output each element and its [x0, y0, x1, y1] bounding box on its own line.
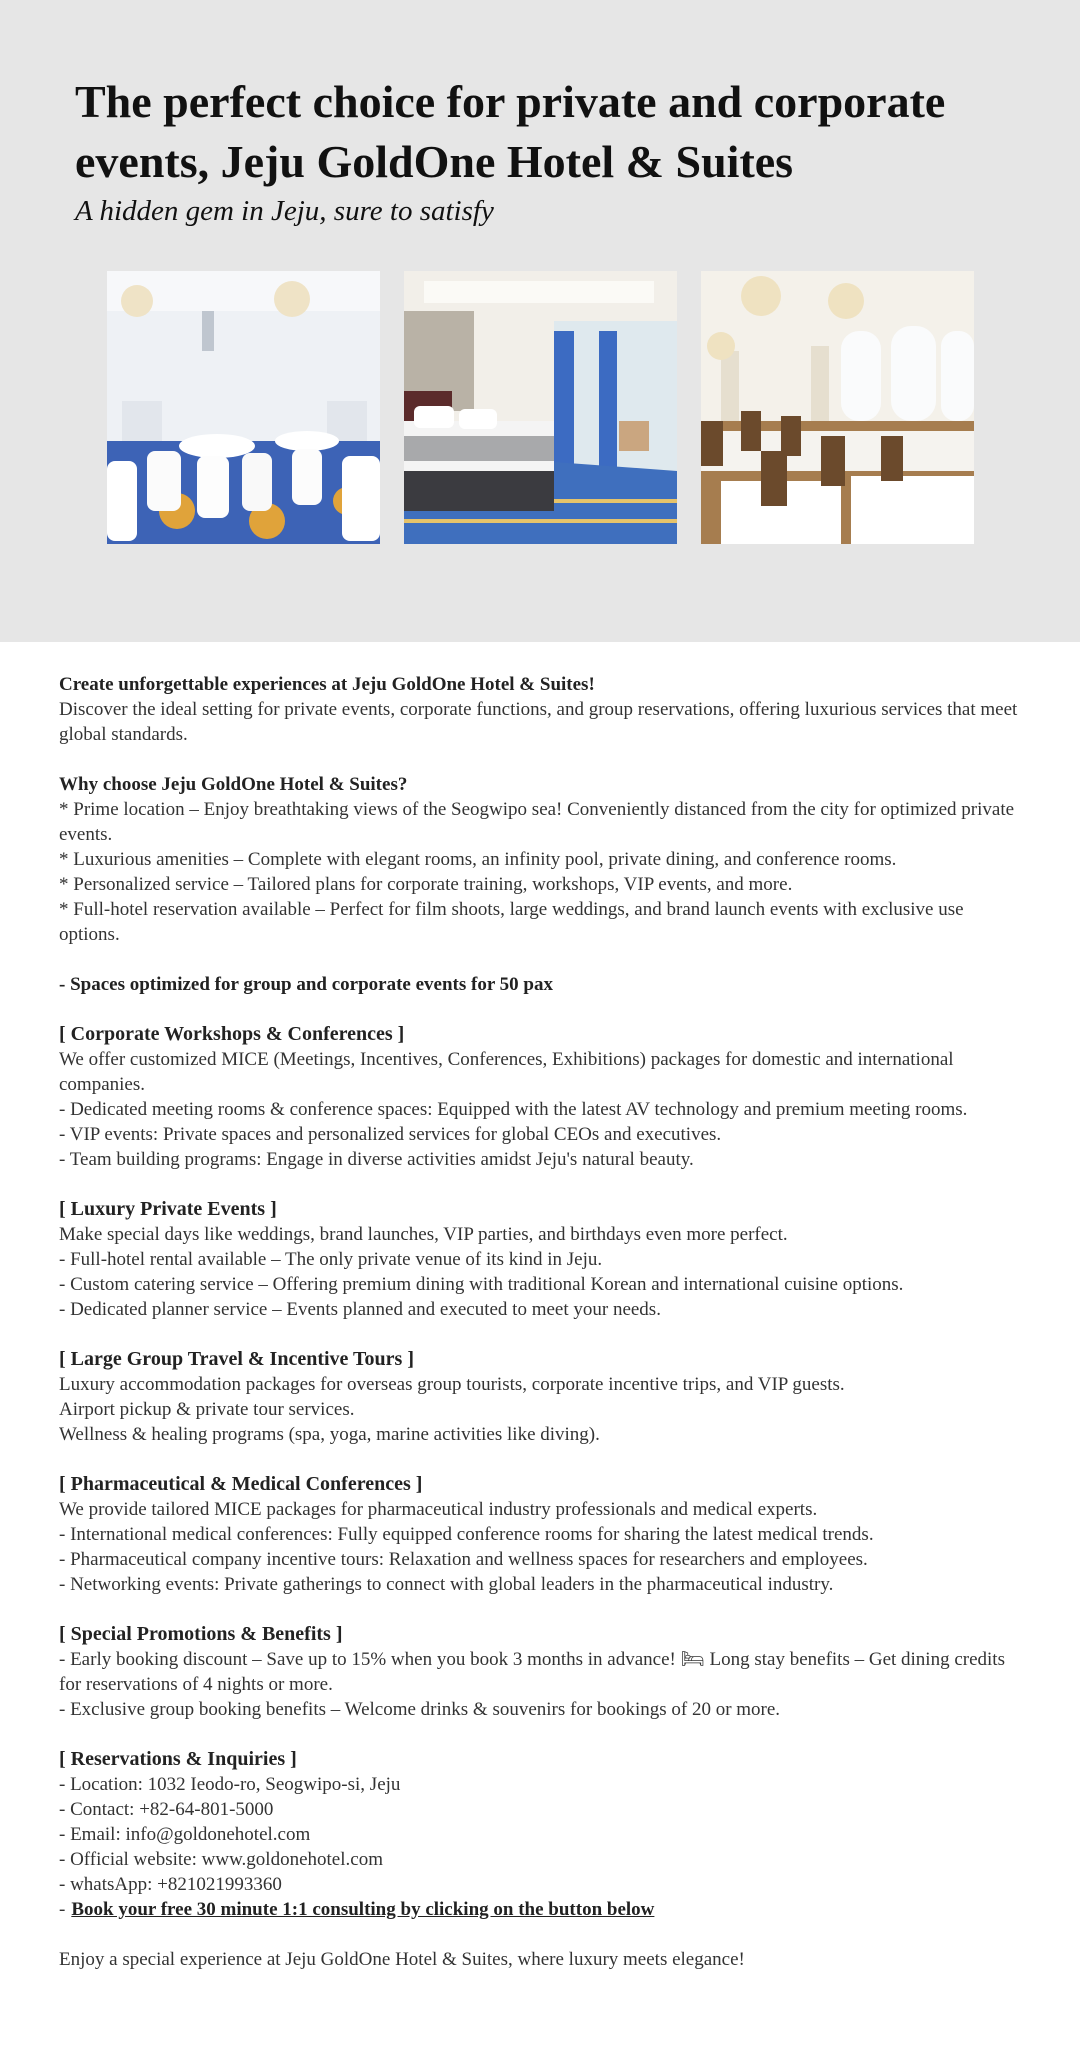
reserve-line: - Email: info@goldonehotel.com [59, 1824, 311, 1845]
why-heading: Why choose Jeju GoldOne Hotel & Suites? [59, 774, 408, 795]
pharma-line: - International medical conferences: Fully equipped conference rooms for sharing the latest medical trends. [59, 1524, 874, 1545]
corporate-heading: [ Corporate Workshops & Conferences ] [59, 1023, 405, 1045]
private-line: - Dedicated planner service – Events planned and executed to meet your needs. [59, 1299, 661, 1320]
pharma-line: - Pharmaceutical company incentive tours: Relaxation and wellness spaces for researchers and employees. [59, 1549, 868, 1570]
pharma-heading: [ Pharmaceutical & Medical Conferences ] [59, 1473, 423, 1495]
banquet-hall-photo [107, 271, 380, 544]
why-item: * Full-hotel reservation available – Perfect for film shoots, large weddings, and brand launch events with exclusive use options. [59, 899, 964, 945]
reserve-line: - Official website: www.goldonehotel.com [59, 1849, 383, 1870]
spaces-highlight: - Spaces optimized for group and corporate events for 50 pax [59, 974, 553, 995]
page-subtitle: A hidden gem in Jeju, sure to satisfy [75, 195, 494, 227]
private-heading: [ Luxury Private Events ] [59, 1198, 277, 1220]
travel-heading: [ Large Group Travel & Incentive Tours ] [59, 1348, 414, 1370]
reserve-line: - Contact: +82-64-801-5000 [59, 1799, 274, 1820]
why-item: * Personalized service – Tailored plans for corporate training, workshops, VIP events, and more. [59, 874, 793, 895]
consulting-prefix: - [59, 1899, 66, 1920]
private-line: - Custom catering service – Offering premium dining with traditional Korean and international cuisine options. [59, 1274, 904, 1295]
promo-line: - Exclusive group booking benefits – Welcome drinks & souvenirs for bookings of 20 or more. [59, 1699, 781, 1720]
guest-room-photo [404, 271, 677, 544]
consulting-line [59, 1897, 1021, 1922]
reserve-heading: [ Reservations & Inquiries ] [59, 1748, 297, 1770]
hero-banner [0, 0, 1080, 642]
travel-line: Wellness & healing programs (spa, yoga, marine activities like diving). [59, 1424, 600, 1445]
why-item: * Luxurious amenities – Complete with elegant rooms, an infinity pool, private dining, and conference rooms. [59, 849, 897, 870]
corporate-line: - Team building programs: Engage in diverse activities amidst Jeju's natural beauty. [59, 1149, 694, 1170]
pharma-line: We provide tailored MICE packages for pharmaceutical industry professionals and medical experts. [59, 1499, 818, 1520]
reserve-line: - Location: 1032 Ieodo-ro, Seogwipo-si, Jeju [59, 1774, 401, 1795]
event-details [0, 642, 1080, 1972]
corporate-line: - VIP events: Private spaces and personalized services for global CEOs and executives. [59, 1124, 722, 1145]
private-line: Make special days like weddings, brand launches, VIP parties, and birthdays even more perfect. [59, 1224, 788, 1245]
reserve-line: - whatsApp: +821021993360 [59, 1874, 282, 1895]
photo-gallery [107, 271, 974, 544]
intro-text: Discover the ideal setting for private events, corporate functions, and group reservations, offering luxurious services that meet global standards. [59, 699, 1018, 745]
private-line: - Full-hotel rental available – The only private venue of its kind in Jeju. [59, 1249, 603, 1270]
promo-line: - Early booking discount – Save up to 15% when you book 3 months in advance! 🛏 Long stay benefits – Get dining credits for reservations of 4 nights or more. [59, 1649, 1005, 1695]
page-title-line-2: events, Jeju GoldOne Hotel & Suites [75, 136, 794, 187]
book-consulting-link[interactable]: Book your free 30 minute 1:1 consulting by clicking on the button below [71, 1899, 655, 1920]
page-title-line-1: The perfect choice for private and corporate [75, 76, 946, 127]
pharma-line: - Networking events: Private gatherings to connect with global leaders in the pharmaceutical industry. [59, 1574, 834, 1595]
promo-heading: [ Special Promotions & Benefits ] [59, 1623, 343, 1645]
why-item: * Prime location – Enjoy breathtaking views of the Seogwipo sea! Conveniently distanced from the city for optimized private events. [59, 799, 1015, 845]
intro-heading: Create unforgettable experiences at Jeju GoldOne Hotel & Suites! [59, 674, 595, 695]
page-title [75, 72, 1005, 192]
closing-text: Enjoy a special experience at Jeju GoldOne Hotel & Suites, where luxury meets elegance! [59, 1949, 745, 1970]
restaurant-photo [701, 271, 974, 544]
corporate-line: - Dedicated meeting rooms & conference spaces: Equipped with the latest AV technology and premium meeting rooms. [59, 1099, 968, 1120]
travel-line: Luxury accommodation packages for overseas group tourists, corporate incentive trips, and VIP guests. [59, 1374, 845, 1395]
travel-line: Airport pickup & private tour services. [59, 1399, 355, 1420]
corporate-line: We offer customized MICE (Meetings, Incentives, Conferences, Exhibitions) packages for domestic and international companies. [59, 1049, 954, 1095]
